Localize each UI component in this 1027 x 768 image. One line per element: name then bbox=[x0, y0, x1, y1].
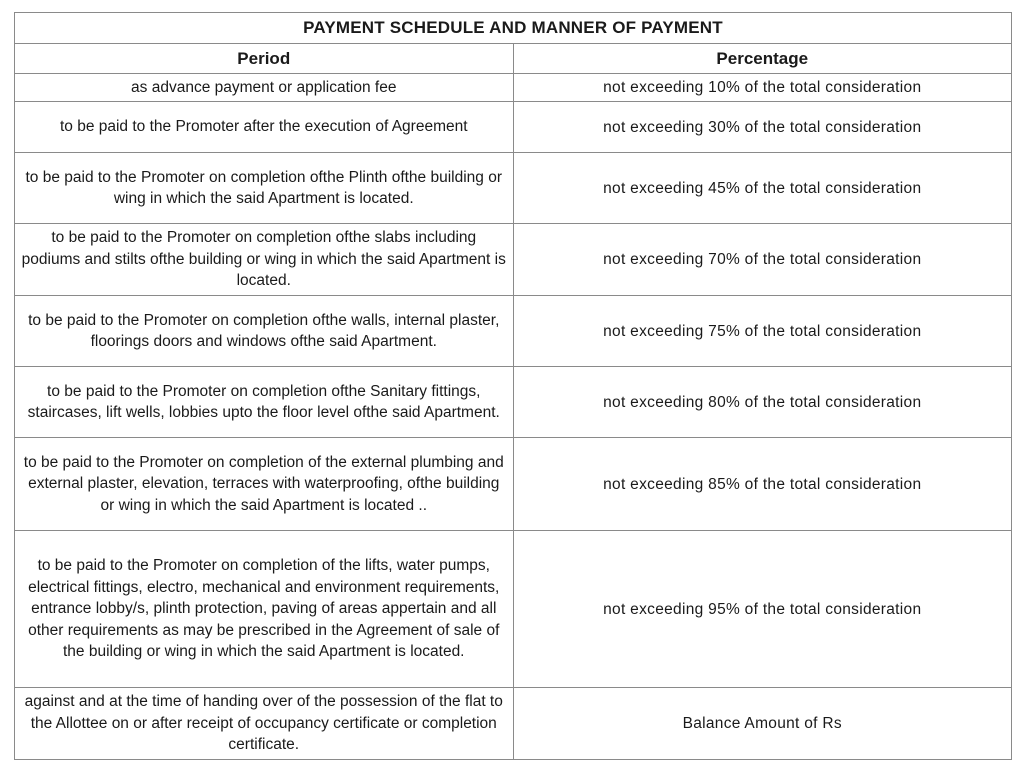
period-cell: to be paid to the Promoter on completion of the lifts, water pumps, electrical fittings, electro, mechanical and environment requirements, entrance lobby/s, plinth protection, paving of areas appertain and all other requirements as may be prescribed in the Agreement of sale of the building or wing in which the said Apartment is located. bbox=[15, 531, 514, 688]
period-cell: to be paid to the Promoter on completion ofthe walls, internal plaster, floorings doors and windows ofthe said Apartment. bbox=[15, 296, 514, 367]
column-header-period: Period bbox=[15, 44, 514, 74]
period-cell: to be paid to the Promoter on completion of the external plumbing and external plaster, elevation, terraces with waterproofing, ofthe building or wing in which the said Apartment is located .. bbox=[15, 438, 514, 531]
table-title: PAYMENT SCHEDULE AND MANNER OF PAYMENT bbox=[15, 13, 1012, 44]
table-row bbox=[15, 102, 1012, 153]
header-row bbox=[15, 44, 1012, 74]
payment-schedule-table bbox=[14, 12, 1012, 760]
column-header-percentage: Percentage bbox=[513, 44, 1012, 74]
period-cell: to be paid to the Promoter on completion ofthe Sanitary fittings, staircases, lift wells, lobbies upto the floor level ofthe said Apartment. bbox=[15, 367, 514, 438]
period-cell: to be paid to the Promoter on completion ofthe Plinth ofthe building or wing in which the said Apartment is located. bbox=[15, 153, 514, 224]
percentage-cell: not exceeding 30% of the total consideration bbox=[513, 102, 1012, 153]
percentage-cell: not exceeding 85% of the total consideration bbox=[513, 438, 1012, 531]
period-cell: as advance payment or application fee bbox=[15, 74, 514, 102]
period-cell: to be paid to the Promoter after the execution of Agreement bbox=[15, 102, 514, 153]
table-row bbox=[15, 224, 1012, 296]
period-cell: to be paid to the Promoter on completion ofthe slabs including podiums and stilts ofthe building or wing in which the said Apartment is located. bbox=[15, 224, 514, 296]
percentage-cell: not exceeding 70% of the total consideration bbox=[513, 224, 1012, 296]
percentage-cell: not exceeding 45% of the total consideration bbox=[513, 153, 1012, 224]
table-row bbox=[15, 367, 1012, 438]
table-row bbox=[15, 296, 1012, 367]
table-row bbox=[15, 688, 1012, 760]
percentage-cell: not exceeding 10% of the total consideration bbox=[513, 74, 1012, 102]
title-row bbox=[15, 13, 1012, 44]
percentage-cell: not exceeding 75% of the total consideration bbox=[513, 296, 1012, 367]
table-row bbox=[15, 153, 1012, 224]
period-cell: against and at the time of handing over of the possession of the flat to the Allottee on or after receipt of occupancy certificate or completion certificate. bbox=[15, 688, 514, 760]
percentage-cell: Balance Amount of Rs bbox=[513, 688, 1012, 760]
table-row bbox=[15, 438, 1012, 531]
table-row bbox=[15, 531, 1012, 688]
table-row bbox=[15, 74, 1012, 102]
payment-schedule-document bbox=[14, 12, 1012, 760]
percentage-cell: not exceeding 80% of the total consideration bbox=[513, 367, 1012, 438]
percentage-cell: not exceeding 95% of the total consideration bbox=[513, 531, 1012, 688]
